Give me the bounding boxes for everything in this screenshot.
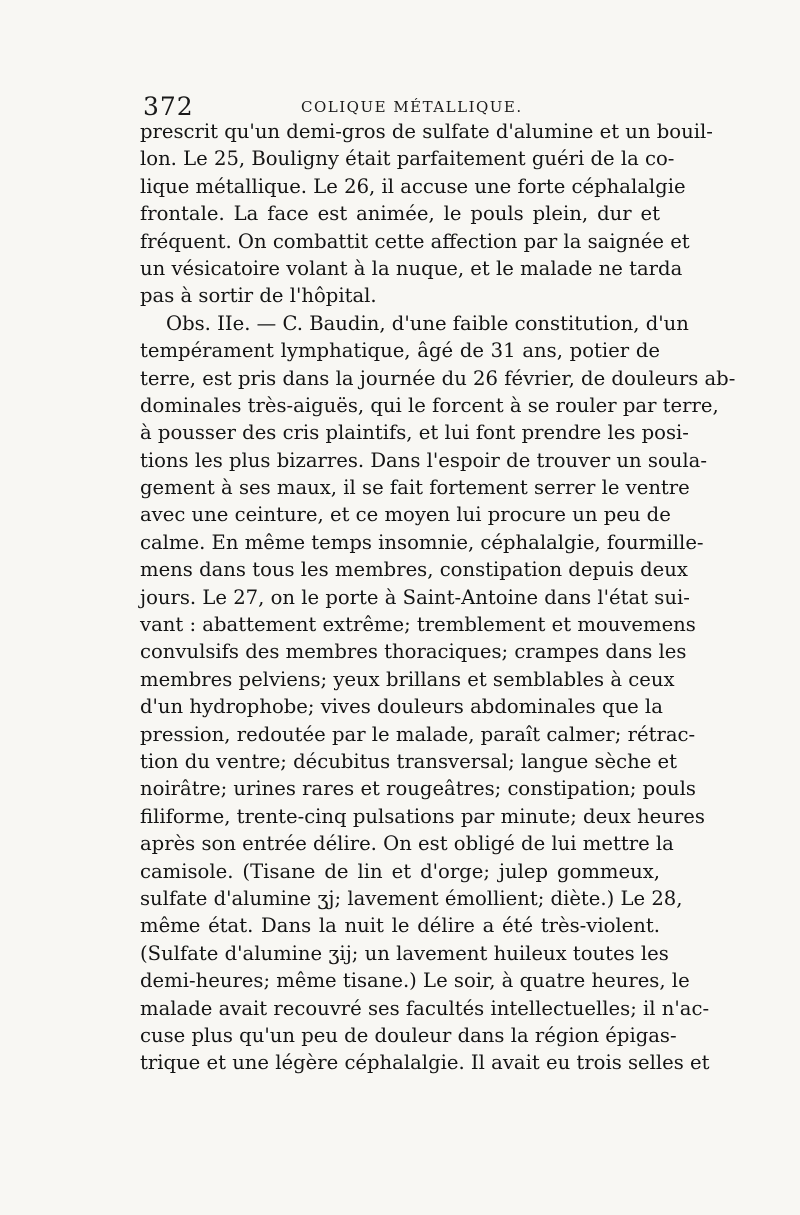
text-line: tions les plus bizarres. Dans l'espoir de trouver un soula- [140, 448, 707, 472]
text-line: trique et une légère céphalalgie. Il avait eu trois selles et [140, 1051, 710, 1075]
text-line: filiforme, trente-cinq pulsations par minute; deux heures [140, 804, 705, 828]
text-line: jours. Le 27, on le porte à Saint-Antoine dans l'état sui- [140, 585, 690, 609]
text-line: prescrit qu'un demi-gros de sulfate d'alumine et un bouil- [140, 120, 713, 143]
text-line: même état. Dans la nuit le délire a été très-violent. [140, 914, 660, 938]
text-line: terre, est pris dans la journée du 26 février, de douleurs ab- [140, 366, 736, 390]
text-line: mens dans tous les membres, constipation depuis deux [140, 558, 688, 582]
text-line: pression, redoutée par le malade, paraît calmer; rétrac- [140, 722, 696, 746]
text-line: frontale. La face est animée, le pouls plein, dur et [140, 202, 660, 226]
text-line: lique métallique. Le 26, il accuse une forte céphalalgie [140, 174, 686, 198]
text-line: tempérament lymphatique, âgé de 31 ans, potier de [140, 339, 660, 363]
text-line: fréquent. On combattit cette affection par la saignée et [140, 229, 690, 253]
text-line: lon. Le 25, Bouligny était parfaitement guéri de la co- [140, 147, 675, 171]
text-line: noirâtre; urines rares et rougeâtres; constipation; pouls [140, 777, 696, 801]
text-line: vant : abattement extrême; tremblement et mouvemens [140, 613, 696, 637]
text-line: calme. En même temps insomnie, céphalalgie, fourmille- [140, 530, 704, 554]
text-line: sulfate d'alumine ʒj; lavement émollient; diète.) Le 28, [140, 886, 683, 910]
text-line: (Sulfate d'alumine ʒij; un lavement huileux toutes les [140, 941, 669, 965]
text-line: membres pelviens; yeux brillans et semblables à ceux [140, 667, 675, 691]
text-line: tion du ventre; décubitus transversal; langue sèche et [140, 749, 677, 773]
text-line: pas à sortir de l'hôpital. [140, 284, 377, 308]
text-line: d'un hydrophobe; vives douleurs abdominales que la [140, 695, 663, 719]
text-line: demi-heures; même tisane.) Le soir, à quatre heures, le [140, 969, 690, 993]
text-line: convulsifs des membres thoraciques; crampes dans les [140, 640, 687, 664]
body-text [140, 118, 736, 1077]
text-line: après son entrée délire. On est obligé de lui mettre la [140, 832, 674, 856]
text-line: malade avait recouvré ses facultés intellectuelles; il n'ac- [140, 996, 710, 1020]
page-number: 372 [143, 92, 194, 121]
text-line: dominales très-aiguës, qui le forcent à se rouler par terre, [140, 393, 719, 417]
text-line: Obs. IIe. — C. Baudin, d'une faible constitution, d'un [166, 311, 689, 335]
text-line: camisole. (Tisane de lin et d'orge; julep gommeux, [140, 859, 660, 883]
running-head: COLIQUE MÉTALLIQUE. [301, 98, 523, 116]
text-line: gement à ses maux, il se fait fortement serrer le ventre [140, 476, 690, 500]
text-line: cuse plus qu'un peu de douleur dans la région épigas- [140, 1023, 677, 1047]
text-line: avec une ceinture, et ce moyen lui procure un peu de [140, 503, 671, 527]
text-line: à pousser des cris plaintifs, et lui font prendre les posi- [140, 421, 689, 445]
text-line: un vésicatoire volant à la nuque, et le malade ne tarda [140, 256, 683, 280]
